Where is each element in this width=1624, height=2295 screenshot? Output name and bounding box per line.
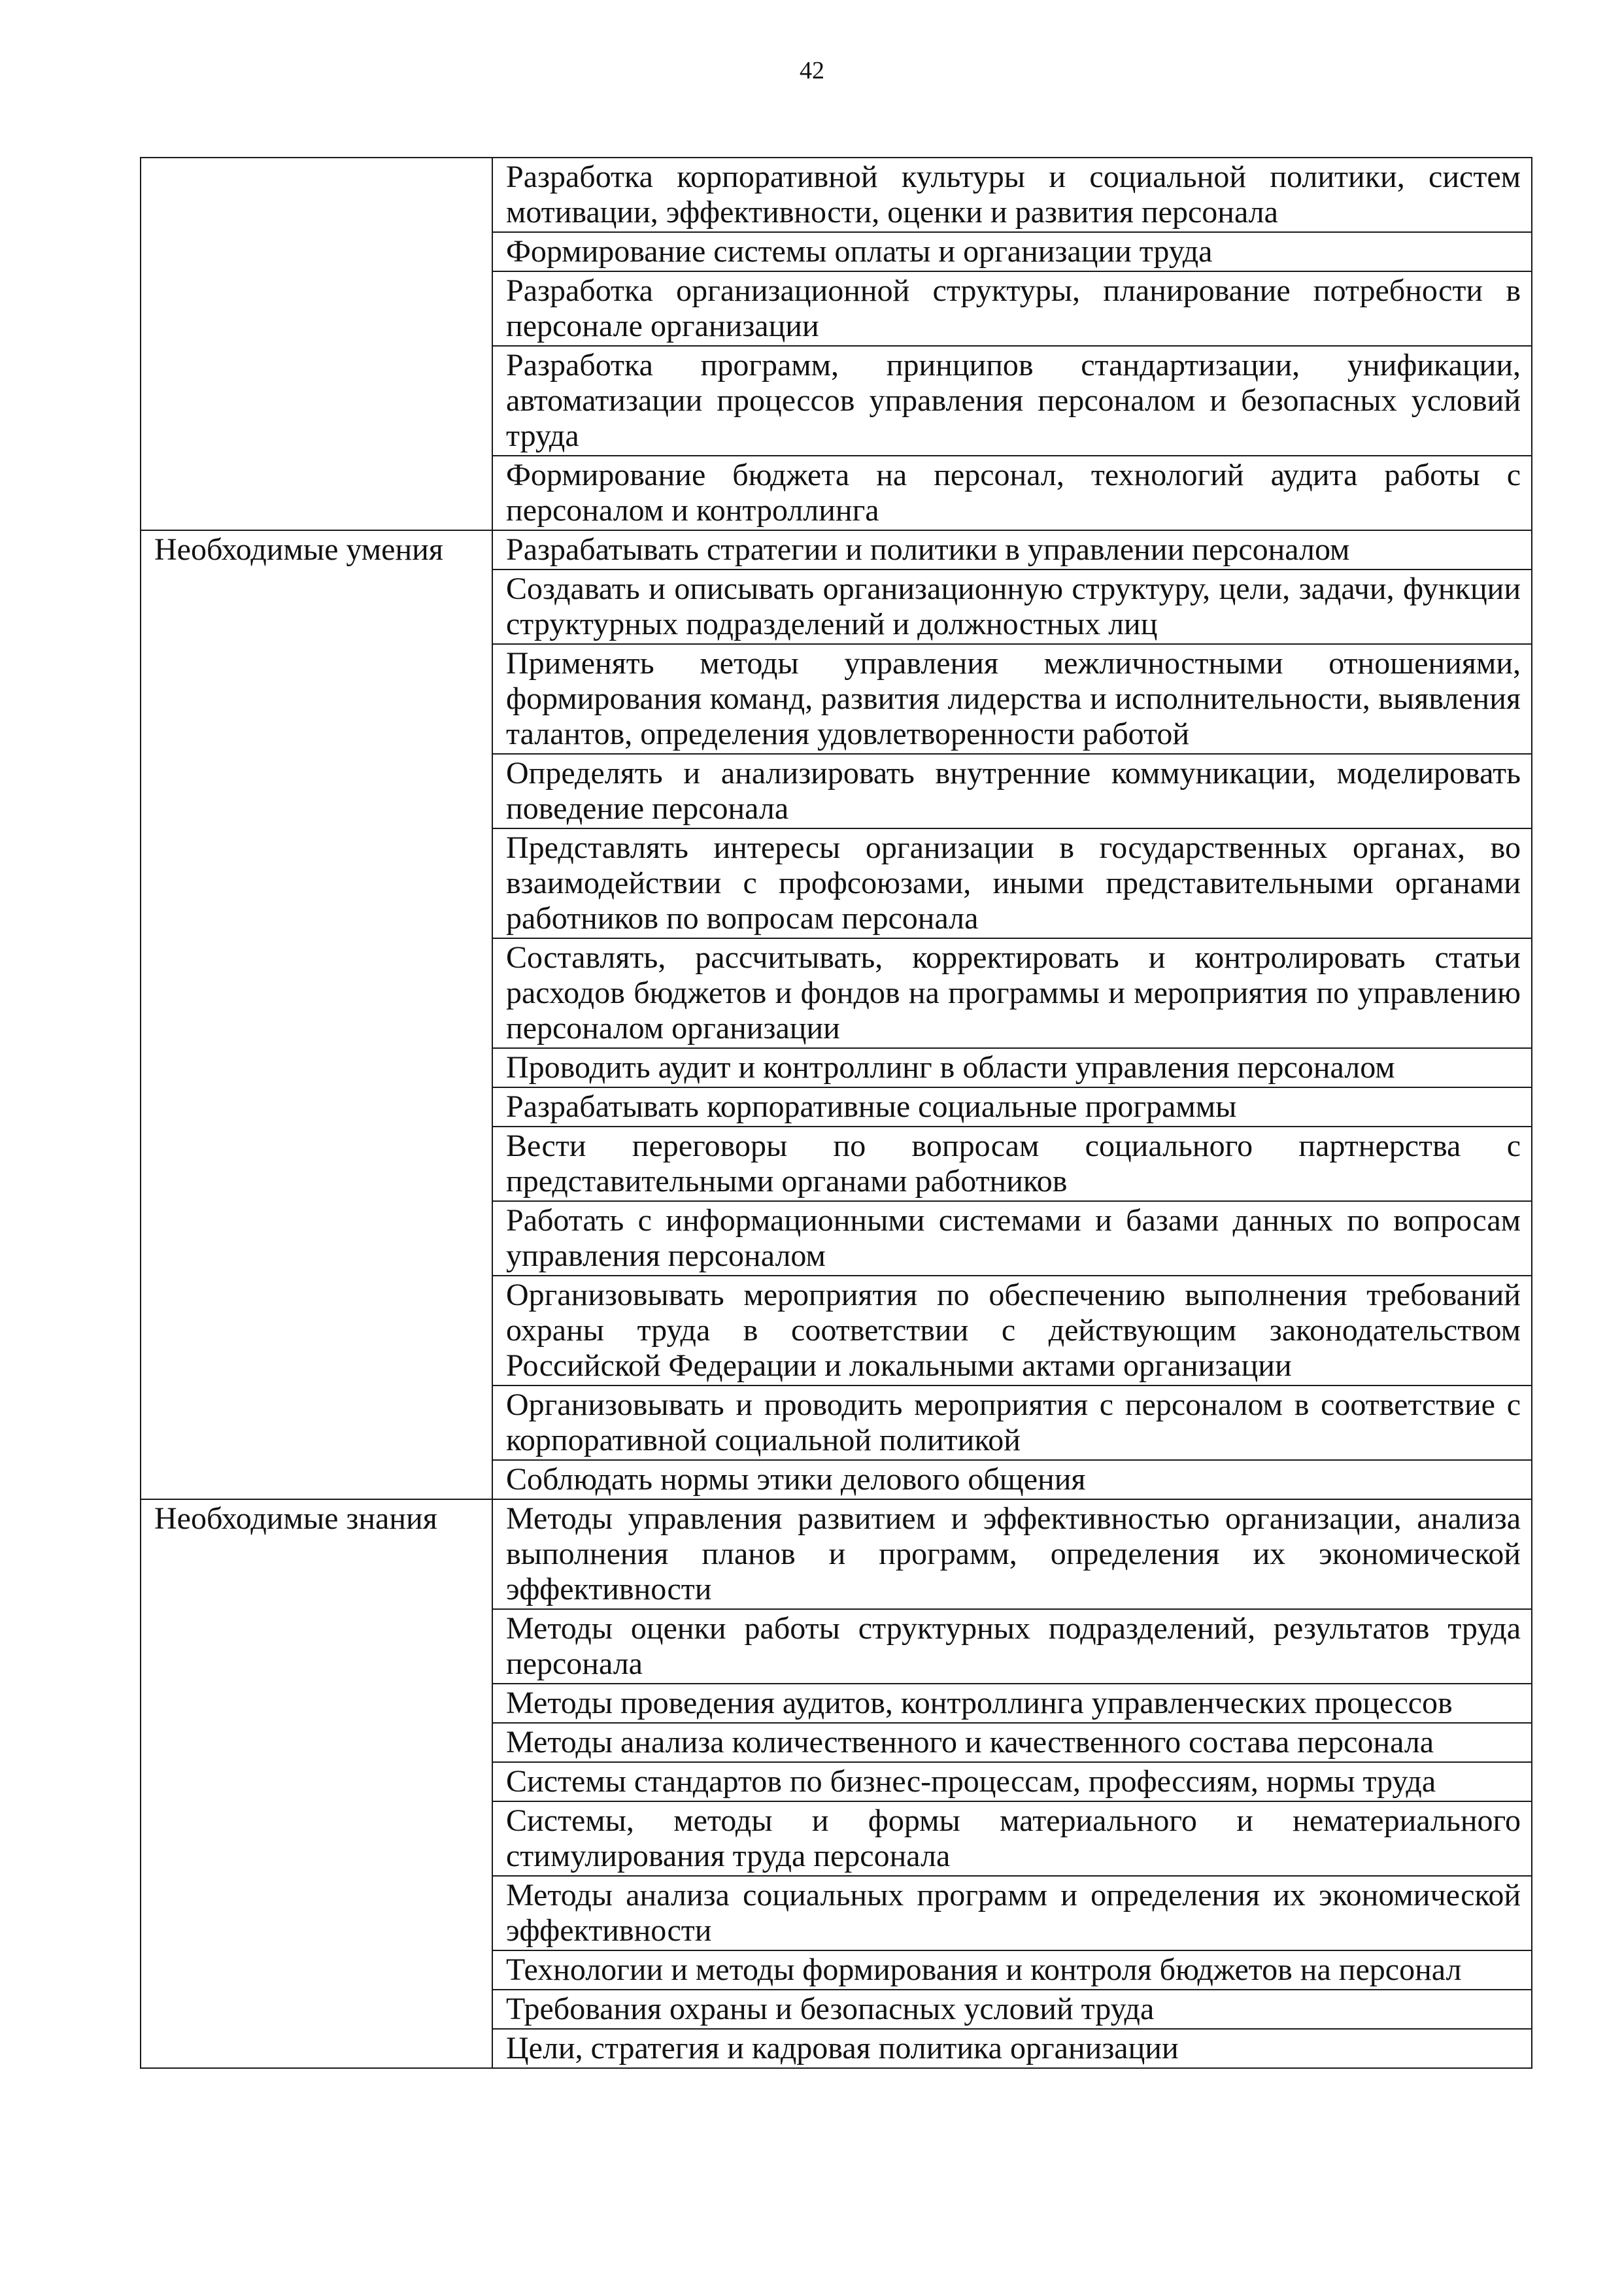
- requirement-item: Методы анализа социальных программ и определения их экономической эффективности: [492, 1876, 1532, 1950]
- requirement-item: Формирование бюджета на персонал, технологий аудита работы с персоналом и контроллинга: [492, 456, 1532, 530]
- requirements-table-body: [141, 158, 1532, 2068]
- requirement-item: Организовывать мероприятия по обеспечению выполнения требований охраны труда в соответствии с действующим законодательством Российской Федерации и локальными актами организации: [492, 1276, 1532, 1386]
- requirement-item: Разработка корпоративной культуры и социальной политики, систем мотивации, эффективности, оценки и развития персонала: [492, 158, 1532, 232]
- requirement-item: Разработка организационной структуры, планирование потребности в персонале организации: [492, 271, 1532, 346]
- table-row: [141, 158, 1532, 232]
- requirement-item: Вести переговоры по вопросам социального партнерства с представительными органами работников: [492, 1127, 1532, 1201]
- requirement-item: Соблюдать нормы этики делового общения: [492, 1460, 1532, 1499]
- requirement-item: Методы проведения аудитов, контроллинга управленческих процессов: [492, 1684, 1532, 1723]
- requirement-item: Применять методы управления межличностными отношениями, формирования команд, развития лидерства и исполнительности, выявления талантов, определения удовлетворенности работой: [492, 644, 1532, 754]
- requirement-item: Методы анализа количественного и качественного состава персонала: [492, 1723, 1532, 1762]
- requirement-item: Методы оценки работы структурных подразделений, результатов труда персонала: [492, 1609, 1532, 1684]
- table-row: [141, 530, 1532, 570]
- requirement-item: Формирование системы оплаты и организации труда: [492, 232, 1532, 271]
- requirement-item: Создавать и описывать организационную структуру, цели, задачи, функции структурных подразделений и должностных лиц: [492, 570, 1532, 644]
- requirement-item: Разрабатывать стратегии и политики в управлении персоналом: [492, 530, 1532, 570]
- requirement-item: Составлять, рассчитывать, корректировать и контролировать статьи расходов бюджетов и фондов на программы и мероприятия по управлению персоналом организации: [492, 938, 1532, 1048]
- requirement-item: Технологии и методы формирования и контроля бюджетов на персонал: [492, 1950, 1532, 1990]
- requirement-item: Системы, методы и формы материального и нематериального стимулирования труда персонала: [492, 1801, 1532, 1876]
- requirement-item: Разработка программ, принципов стандартизации, унификации, автоматизации процессов управления персоналом и безопасных условий труда: [492, 346, 1532, 456]
- requirement-item: Системы стандартов по бизнес-процессам, профессиям, нормы труда: [492, 1762, 1532, 1801]
- requirement-item: Требования охраны и безопасных условий труда: [492, 1990, 1532, 2029]
- requirement-item: Цели, стратегия и кадровая политика организации: [492, 2029, 1532, 2068]
- requirements-table: [140, 157, 1532, 2069]
- requirement-item: Представлять интересы организации в государственных органах, во взаимодействии с профсоюзами, иными представительными органами работников по вопросам персонала: [492, 828, 1532, 938]
- table-row: [141, 1499, 1532, 1609]
- requirement-item: Определять и анализировать внутренние коммуникации, моделировать поведение персонала: [492, 754, 1532, 828]
- requirement-item: Проводить аудит и контроллинг в области управления персоналом: [492, 1048, 1532, 1087]
- page-number: 42: [800, 57, 824, 84]
- section-label: [141, 158, 492, 530]
- section-label: Необходимые знания: [141, 1499, 492, 2068]
- requirement-item: Разрабатывать корпоративные социальные программы: [492, 1087, 1532, 1127]
- section-label: Необходимые умения: [141, 530, 492, 1499]
- requirement-item: Организовывать и проводить мероприятия с персоналом в соответствие с корпоративной социальной политикой: [492, 1386, 1532, 1460]
- requirement-item: Методы управления развитием и эффективностью организации, анализа выполнения планов и программ, определения их экономической эффективности: [492, 1499, 1532, 1609]
- requirement-item: Работать с информационными системами и базами данных по вопросам управления персоналом: [492, 1201, 1532, 1276]
